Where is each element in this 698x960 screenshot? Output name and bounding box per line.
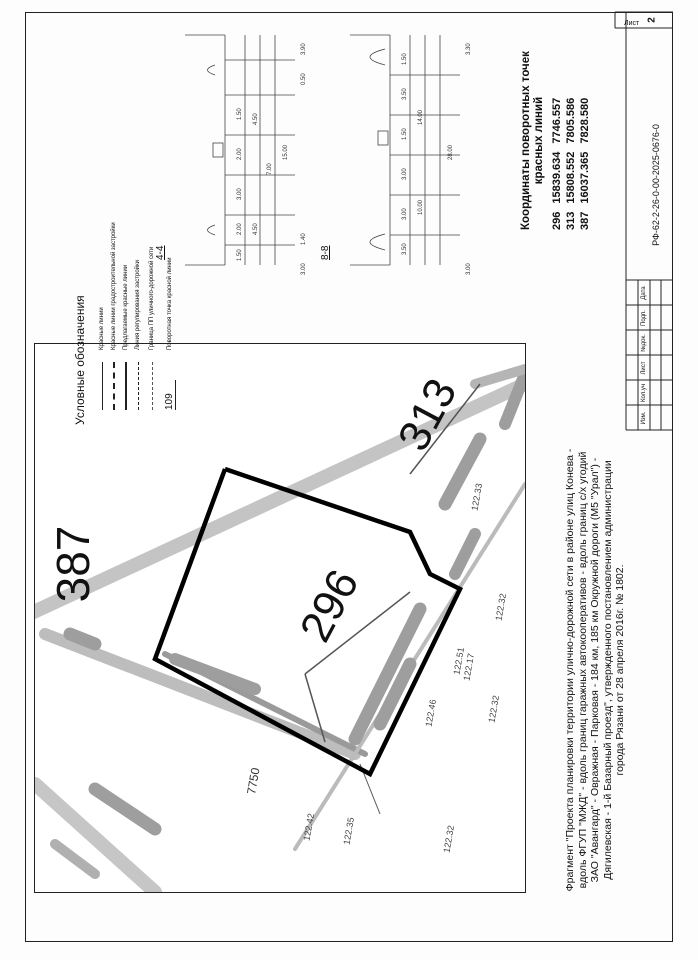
dim-label: 1.50 bbox=[402, 128, 408, 140]
titleblock-column: Дата bbox=[641, 286, 647, 300]
dim-label: 4.50 bbox=[253, 223, 259, 235]
elevation-mark: 122.32 bbox=[441, 824, 457, 854]
elevation-mark: 122.32 bbox=[486, 694, 502, 724]
dim-label: 1.50 bbox=[237, 108, 243, 120]
point-number: 387 bbox=[579, 211, 591, 230]
coord-x: 15808.552 bbox=[565, 151, 577, 204]
plot-label-313: 313 bbox=[388, 370, 467, 459]
titleblock-column: Изм. bbox=[641, 411, 647, 425]
plot-label-387: 387 bbox=[47, 525, 99, 603]
titleblock-column: Подп. bbox=[641, 310, 647, 326]
legend-label: Линия регулирования застройки bbox=[135, 259, 141, 350]
coordinates-subtitle: красных линий bbox=[533, 96, 545, 185]
point-number: 313 bbox=[565, 211, 577, 230]
elevation-mark: 122.35 bbox=[341, 816, 357, 846]
legend-point-symbol: 109 bbox=[164, 380, 176, 410]
elevation-mark: 122.42 bbox=[301, 812, 317, 842]
dim-label: 7.00 bbox=[267, 163, 273, 175]
coord-x: 16037.365 bbox=[579, 151, 591, 204]
coord-y: 7805.586 bbox=[565, 97, 577, 144]
sheet-label: Лист bbox=[624, 20, 640, 27]
coord-y: 7828.580 bbox=[579, 97, 591, 144]
street-mark: 7750 bbox=[244, 766, 263, 796]
section-4-4-label: 4-4 bbox=[155, 245, 166, 260]
legend-label: Красные линии bbox=[99, 307, 105, 350]
dim-label: 3.00 bbox=[402, 208, 408, 220]
dim-label: 3.30 bbox=[466, 43, 472, 55]
coord-y: 7746.557 bbox=[551, 97, 563, 144]
elevation-mark: 122.46 bbox=[423, 698, 439, 728]
legend-label: Поворотная точка красной линии bbox=[167, 257, 173, 350]
map-caption: Фрагмент "Проекта планировки территории улично-дорожной сети в районе улиц Конева - вдоль ФГУП "МЖД" - вдоль границ гаражных автокооперативов - вдоль границ с/х угодий ЗАО "Авангард" - Овражная - Парковая - 184 км, 185 км Окружной дороги (М5 "Урал") - Дягилевская - 1-й Базарный проезд", утвержденного постановлением администрации города Рязани от 28 апреля 2016г. № 1802. bbox=[563, 448, 626, 892]
dim-label: 1.50 bbox=[237, 249, 243, 261]
elevation-mark: 122.51 bbox=[451, 646, 467, 676]
dim-label: 3.00 bbox=[466, 263, 472, 275]
legend-label: Красные линии градостроительной застройки bbox=[111, 222, 117, 350]
dim-label: 3.00 bbox=[301, 263, 307, 275]
dim-label: 3.00 bbox=[402, 168, 408, 180]
dim-label: 15.00 bbox=[283, 144, 289, 160]
legend-label: Предлагаемые красные линии bbox=[123, 264, 129, 350]
coord-x: 15839.634 bbox=[551, 151, 563, 204]
coordinates-title: Координаты поворотных точек bbox=[520, 51, 532, 230]
dim-label: 4.50 bbox=[253, 113, 259, 125]
titleblock-column: Лист bbox=[641, 361, 647, 375]
dim-label: 2.00 bbox=[237, 148, 243, 160]
point-number: 296 bbox=[551, 211, 563, 230]
titleblock-column: №док. bbox=[641, 334, 647, 352]
dim-label: 3.50 bbox=[402, 243, 408, 255]
dim-label: 0.50 bbox=[301, 73, 307, 85]
dim-label: 3.00 bbox=[237, 188, 243, 200]
document-code: РФ-62-2-26-0-00-2025-0676-0 bbox=[651, 124, 661, 246]
dim-label: 14.00 bbox=[418, 109, 424, 125]
legend-label: Граница ПП уличного-дорожной сети bbox=[149, 246, 155, 350]
dim-label: 28.00 bbox=[448, 144, 454, 160]
sheet-number: 2 bbox=[646, 17, 658, 23]
dim-label: 3.50 bbox=[402, 88, 408, 100]
dim-label: 3.90 bbox=[301, 43, 307, 55]
elevation-mark: 122.32 bbox=[493, 592, 509, 622]
dim-label: 10.00 bbox=[418, 199, 424, 215]
elevation-mark: 122.33 bbox=[469, 482, 485, 512]
titleblock-column: Кол.уч bbox=[641, 384, 647, 402]
section-8-8-label: 8-8 bbox=[320, 245, 331, 260]
plot-label-296: 296 bbox=[290, 561, 369, 650]
dim-label: 1.40 bbox=[301, 233, 307, 245]
legend-title: Условные обозначения bbox=[73, 295, 87, 425]
dim-label: 2.00 bbox=[237, 223, 243, 235]
dim-label: 1.50 bbox=[402, 53, 408, 65]
elevation-mark: 122.17 bbox=[461, 652, 477, 682]
